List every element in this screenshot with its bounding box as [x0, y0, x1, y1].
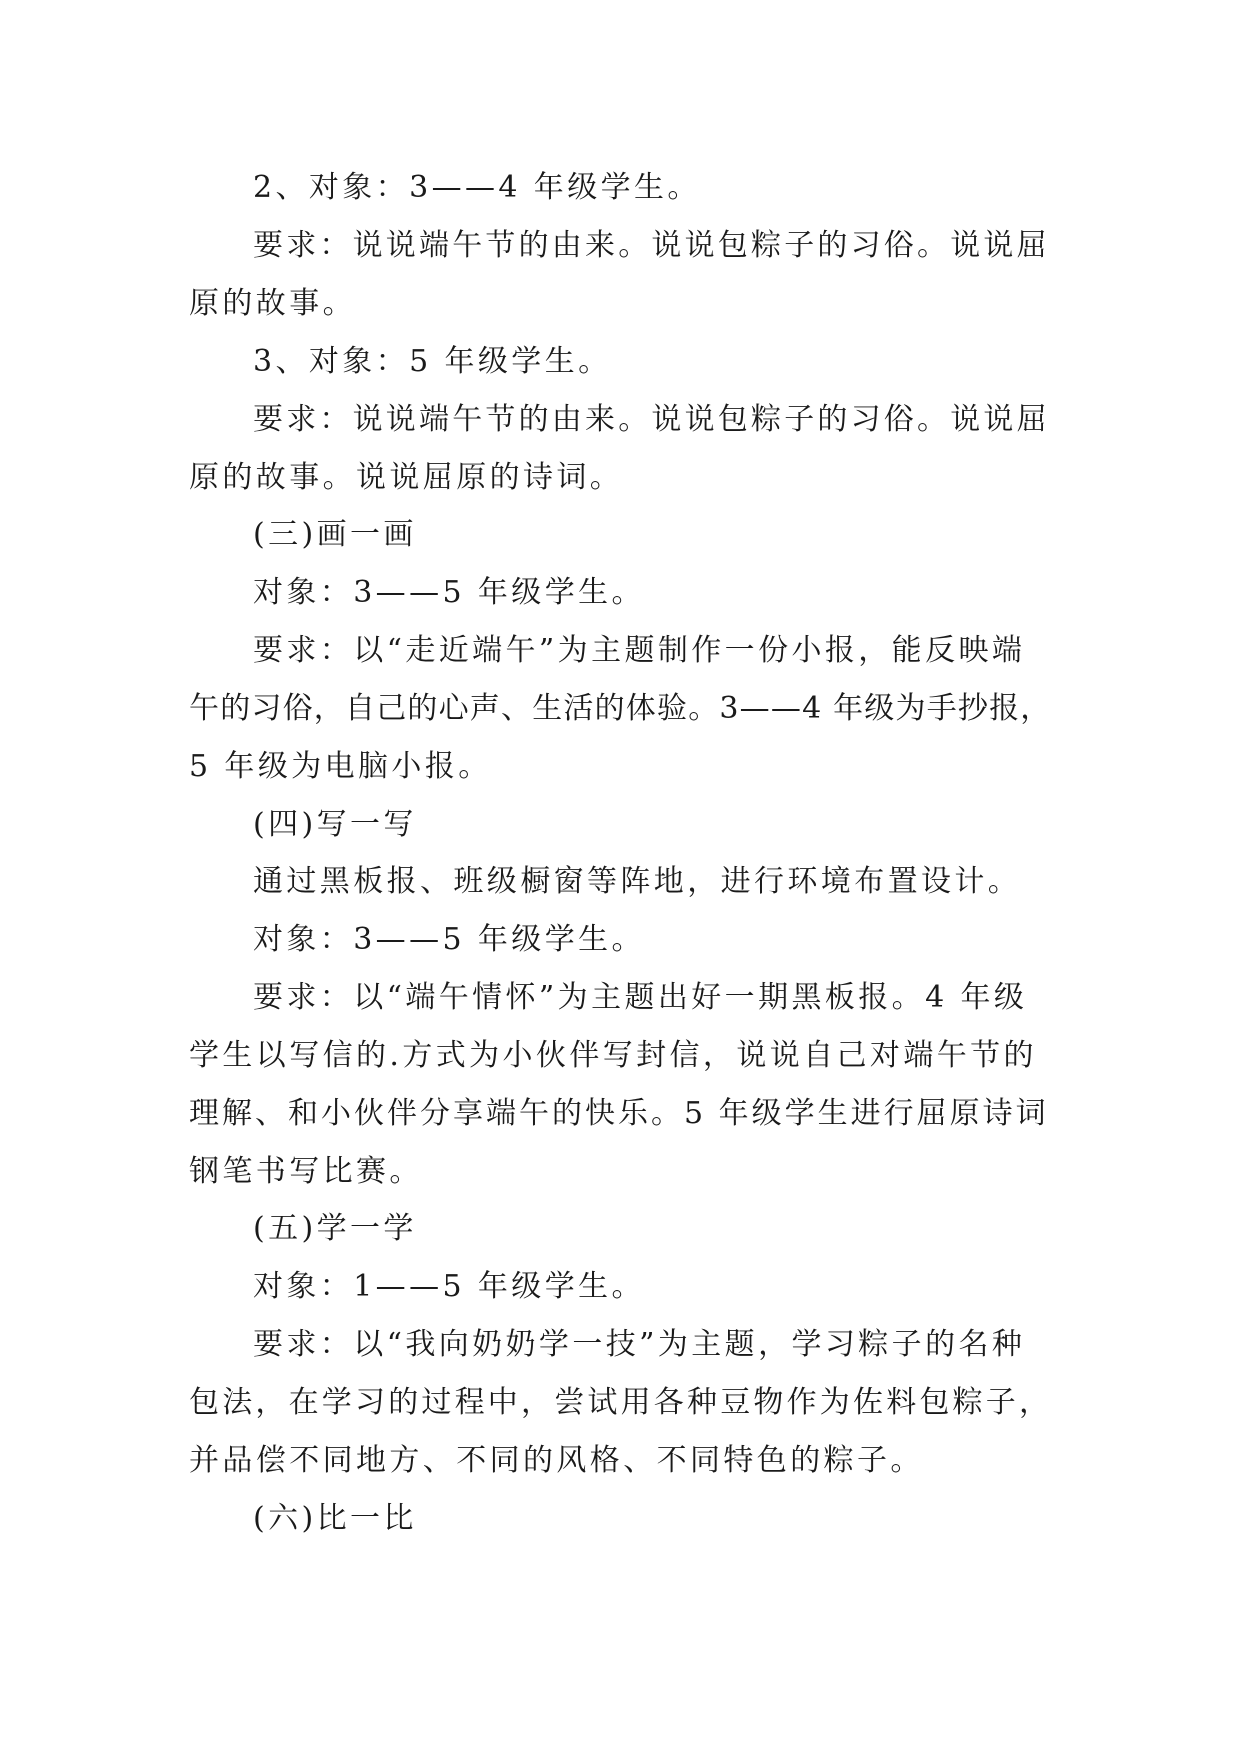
text-line: 5 年级为电脑小报。: [189, 749, 492, 784]
text-line: 对象：3——5 年级学生。: [253, 922, 645, 957]
text-line: 3、对象：5 年级学生。: [253, 344, 612, 379]
text-line: 原的故事。: [189, 286, 356, 321]
text-line: 午的习俗，自己的心声、生活的体验。3——4 年级为手抄报，: [189, 691, 1052, 726]
text-line: 原的故事。说说屈原的诗词。: [189, 460, 624, 495]
text-line: 要求：说说端午节的由来。说说包粽子的习俗。说说屈: [253, 402, 1050, 437]
section-heading: (三)画一画: [253, 517, 417, 552]
section-heading: (六)比一比: [253, 1501, 417, 1536]
section-heading: (四)写一写: [253, 807, 417, 842]
text-line: 理解、和小伙伴分享端午的快乐。5 年级学生进行屈原诗词: [189, 1096, 1049, 1131]
text-line: 并品偿不同地方、不同的风格、不同特色的粽子。: [189, 1443, 924, 1478]
text-line: 钢笔书写比赛。: [189, 1154, 423, 1189]
text-line: 2、对象：3——4 年级学生。: [253, 170, 701, 205]
text-line: 要求：以“我向奶奶学一技”为主题，学习粽子的名种: [253, 1327, 1026, 1362]
text-line: 要求：说说端午节的由来。说说包粽子的习俗。说说屈: [253, 228, 1050, 263]
text-line: 要求：以“走近端午”为主题制作一份小报，能反映端: [253, 633, 1026, 668]
text-line: 通过黑板报、班级橱窗等阵地，进行环境布置设计。: [253, 864, 1022, 899]
text-line: 包法，在学习的过程中，尝试用各种豆物作为佐料包粽子，: [189, 1385, 1053, 1420]
text-line: 要求：以“端午情怀”为主题出好一期黑板报。4 年级: [253, 980, 1028, 1015]
section-heading: (五)学一学: [253, 1211, 417, 1246]
text-line: 对象：1——5 年级学生。: [253, 1269, 645, 1304]
text-line: 学生以写信的.方式为小伙伴写封信，说说自己对端午节的: [189, 1038, 1037, 1073]
text-line: 对象：3——5 年级学生。: [253, 575, 645, 610]
